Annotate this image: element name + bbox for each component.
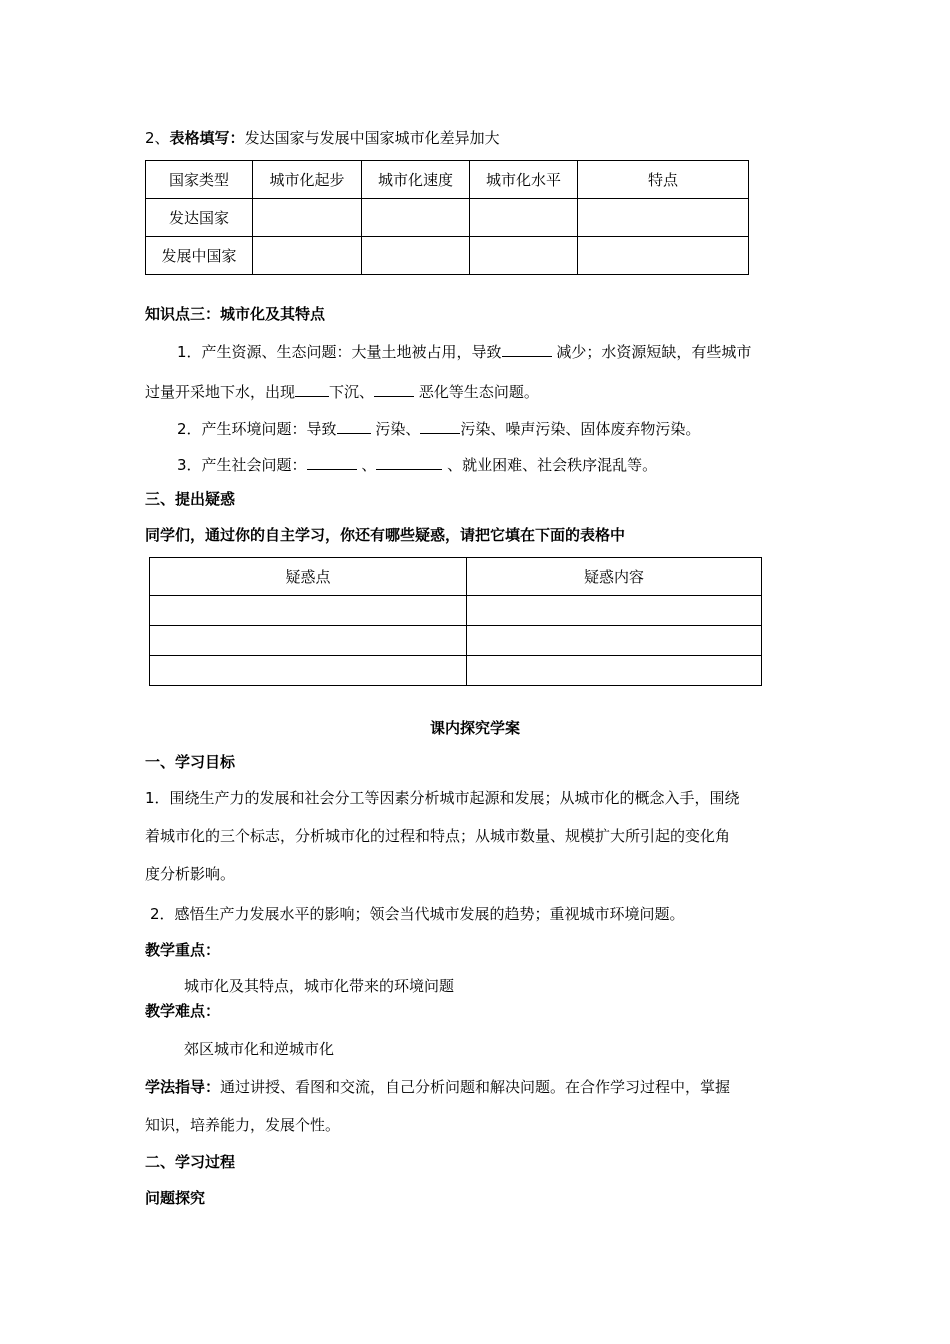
doubts-table: [149, 557, 762, 686]
fill-blank[interactable]: [374, 380, 414, 397]
kp3-point-1: 1．产生资源、生态问题：大量土地被占用，导致 减少；水资源短缺，有些城市: [177, 340, 751, 362]
table-row: [150, 626, 762, 656]
table-row: [146, 237, 749, 275]
empty-cell[interactable]: [467, 656, 762, 686]
empty-cell[interactable]: [467, 626, 762, 656]
row-label: 发达国家: [146, 199, 253, 237]
empty-cell[interactable]: [253, 237, 362, 275]
process-title: 二、学习过程: [145, 1153, 236, 1171]
header-cell: 城市化起步: [253, 161, 362, 199]
lesson-title: 课内探究学案: [429, 719, 520, 737]
header-cell: 疑惑内容: [467, 558, 762, 596]
empty-cell[interactable]: [578, 199, 749, 237]
empty-cell[interactable]: [362, 199, 470, 237]
fill-blank[interactable]: [337, 417, 371, 434]
kp3-point-1-cont: 过量开采地下水，出现 下沉、 恶化等生态问题。: [145, 380, 539, 402]
empty-cell[interactable]: [362, 237, 470, 275]
explore-title: 问题探究: [145, 1189, 206, 1207]
comparison-table: [145, 160, 749, 275]
kp3-point-3: 3．产生社会问题： 、 、就业困难、社会秩序混乱等。: [177, 453, 657, 475]
header-cell: 城市化速度: [362, 161, 470, 199]
table-row: [150, 596, 762, 626]
goal-1-line-1: 1．围绕生产力的发展和社会分工等因素分析城市起源和发展；从城市化的概念入手，围绕: [145, 789, 740, 807]
empty-cell[interactable]: [578, 237, 749, 275]
empty-cell[interactable]: [467, 596, 762, 626]
goals-title: 一、学习目标: [145, 753, 236, 771]
empty-cell[interactable]: [150, 596, 467, 626]
method-line-1: 学法指导：通过讲授、看图和交流，自己分析问题和解决问题。在合作学习过程中，掌握: [145, 1078, 731, 1096]
method-line-2: 知识，培养能力，发展个性。: [145, 1116, 341, 1134]
key-point-text: 城市化及其特点，城市化带来的环境问题: [184, 977, 455, 995]
difficulty-label: 教学难点：: [145, 1002, 221, 1020]
fill-blank[interactable]: [295, 380, 329, 397]
header-cell: 城市化水平: [470, 161, 578, 199]
table-header-row: [150, 558, 762, 596]
table-row: [150, 656, 762, 686]
fill-blank[interactable]: [307, 453, 357, 470]
empty-cell[interactable]: [470, 199, 578, 237]
difficulty-text: 郊区城市化和逆城市化: [184, 1040, 335, 1058]
doubts-title: 三、提出疑惑: [145, 490, 236, 508]
empty-cell[interactable]: [150, 626, 467, 656]
header-cell: 国家类型: [146, 161, 253, 199]
empty-cell[interactable]: [150, 656, 467, 686]
row-label: 发展中国家: [146, 237, 253, 275]
goal-2: 2．感悟生产力发展水平的影响；领会当代城市发展的趋势；重视城市环境问题。: [150, 905, 685, 923]
header-cell: 疑惑点: [150, 558, 467, 596]
doubts-prompt: 同学们，通过你的自主学习，你还有哪些疑惑，请把它填在下面的表格中: [145, 526, 626, 544]
table-fill-heading: 2、表格填写：发达国家与发展中国家城市化差异加大: [145, 129, 500, 147]
table-header-row: [146, 161, 749, 199]
goal-1-line-3: 度分析影响。: [145, 865, 236, 883]
empty-cell[interactable]: [470, 237, 578, 275]
fill-blank[interactable]: [502, 340, 552, 357]
fill-blank[interactable]: [420, 417, 460, 434]
kp3-point-2: 2．产生环境问题：导致 污染、 污染、噪声污染、固体废弃物污染。: [177, 417, 700, 439]
fill-blank[interactable]: [376, 453, 442, 470]
table-row: [146, 199, 749, 237]
kp3-title: 知识点三：城市化及其特点: [145, 305, 326, 323]
header-cell: 特点: [578, 161, 749, 199]
key-point-label: 教学重点：: [145, 941, 221, 959]
empty-cell[interactable]: [253, 199, 362, 237]
goal-1-line-2: 着城市化的三个标志，分析城市化的过程和特点；从城市数量、规模扩大所引起的变化角: [145, 827, 731, 845]
